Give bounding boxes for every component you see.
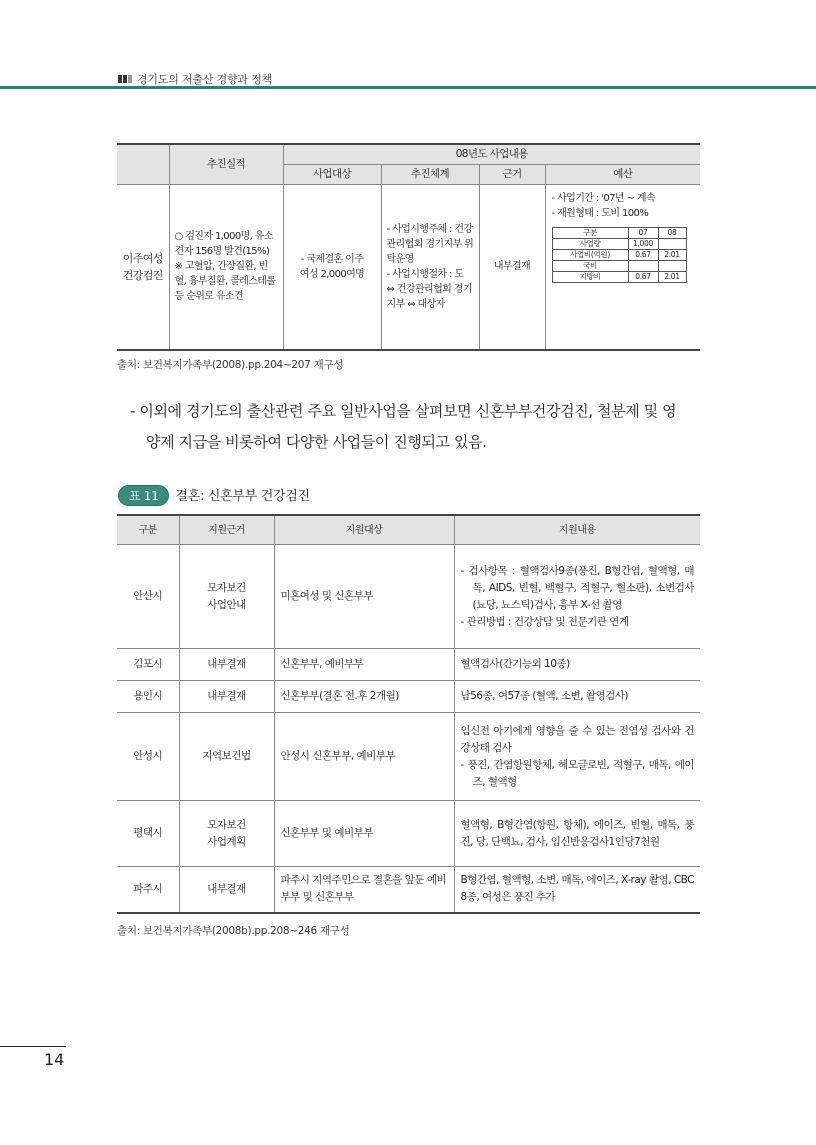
target-cell: 파주시 지역주민으로 결혼을 앞둔 예비부부 및 신혼부부 — [274, 867, 454, 913]
content-line: - 풍진, 간염항원항체, 헤모글로빈, 적혈구, 매독, 에이즈, 혈액형 — [460, 758, 694, 788]
header-region: 구분 — [117, 515, 179, 545]
basis-cell — [179, 801, 274, 867]
paragraph-line: - 이외에 경기도의 출산관련 주요 일반사업을 살펴보면 신혼부부건강검진, 철분제 및 영 — [130, 402, 677, 420]
page-number: 14 — [44, 1050, 65, 1069]
system-line: - 사업시행절차 : 도 ⇔ 건강관리협회 경기지부 ⇔ 대상자 — [386, 268, 472, 310]
mini-cell: 2.01 — [658, 272, 686, 283]
system-line: - 사업시행주체 : 건강관리협회 경기지부 위탁운영 — [386, 223, 474, 265]
header-content: 지원내용 — [454, 515, 700, 545]
header-achievement: 추진실적 — [169, 144, 283, 185]
mini-header: 08 — [658, 228, 686, 239]
region-cell: 김포시 — [117, 649, 179, 681]
region-cell: 안산시 — [117, 545, 179, 649]
mini-cell: 1,000 — [628, 239, 658, 250]
header-squares-icon — [118, 73, 133, 86]
source-note: 출처: 보건복지가족부(2008).pp.204~207 재구성 — [117, 359, 344, 371]
basis-line: 모자보건 — [207, 818, 246, 831]
basis-cell: 내부결재 — [179, 649, 274, 681]
basis-cell: 내부결재 — [179, 867, 274, 913]
running-header — [118, 71, 272, 87]
header-target: 지원대상 — [274, 515, 454, 545]
running-header-title: 경기도의 저출산 경향과 정책 — [137, 73, 273, 86]
mini-header: 구분 — [552, 228, 628, 239]
header-target: 사업대상 — [283, 165, 381, 185]
basis-line: 사업안내 — [207, 598, 246, 611]
region-cell: 안성시 — [117, 713, 179, 801]
mini-cell: 지방비 — [552, 272, 628, 283]
content-cell — [454, 545, 700, 649]
budget-line: - 재원형태 : 도비 100% — [551, 208, 649, 219]
content-cell — [454, 713, 700, 801]
content-cell: 혈액형, B형간염(항원, 항체), 에이즈, 빈혈, 매독, 풍진, 당, 단백뇨, 검사, 임신반응검사1인당7천원 — [454, 801, 700, 867]
table-row — [117, 801, 700, 867]
basis-cell: 내부결재 — [179, 681, 274, 713]
mini-cell — [658, 239, 686, 250]
header-blank — [117, 144, 169, 185]
category-cell — [117, 185, 169, 350]
category-line: 건강검진 — [122, 268, 163, 282]
basis-cell: 지역보건법 — [179, 713, 274, 801]
body-paragraph — [130, 396, 702, 458]
mini-cell — [658, 261, 686, 272]
target-cell: 미혼여성 및 신혼부부 — [274, 545, 454, 649]
target-line: 여성 2,000여명 — [299, 268, 365, 280]
table-row — [117, 649, 700, 681]
mini-cell: 0.67 — [628, 250, 658, 261]
basis-line: 사업계획 — [207, 835, 246, 848]
table-caption-title: 결혼: 신혼부부 건강검진 — [175, 489, 310, 504]
table-row — [117, 713, 700, 801]
budget-cell — [545, 185, 700, 350]
mini-cell — [628, 261, 658, 272]
paragraph-line: 양제 지급을 비롯하여 다양한 사업들이 진행되고 있음. — [146, 433, 487, 451]
mini-header: 07 — [628, 228, 658, 239]
header-2008-program: 08년도 사업내용 — [283, 144, 700, 165]
region-cell: 용인시 — [117, 681, 179, 713]
budget-mini-table — [552, 227, 687, 283]
table-caption — [118, 485, 310, 506]
basis-cell — [179, 545, 274, 649]
table-row — [117, 681, 700, 713]
program-table — [117, 143, 700, 351]
target-cell: 안성시 신혼부부, 예비부부 — [274, 713, 454, 801]
content-cell: B형간염, 혈액형, 소변, 매독, 에이즈, X-ray 촬영, CBC 8종, 여성은 풍진 추가 — [454, 867, 700, 913]
table-row — [117, 867, 700, 913]
header-basis: 근거 — [479, 165, 545, 185]
achievement-cell: ○ 검진자 1,000명, 유소견자 156명 발견(15%) ※ 고혈압, 간장질환, 빈혈, 흉부질환, 콜레스테롤 등 순위로 유소견 — [169, 185, 283, 350]
target-cell — [283, 185, 381, 350]
mini-cell: 사업량 — [552, 239, 628, 250]
content-cell: 혈액검사(간기능외 10종) — [454, 649, 700, 681]
basis-line: 모자보건 — [207, 581, 246, 594]
content-line: - 관리방법 : 건강상담 및 전문기관 연계 — [460, 615, 629, 628]
region-cell: 평택시 — [117, 801, 179, 867]
target-line: - 국제결혼 이주 — [300, 253, 364, 265]
header-basis: 지원근거 — [179, 515, 274, 545]
content-cell: 남56종, 여57종 (혈액, 소변, 촬영검사) — [454, 681, 700, 713]
target-cell: 신혼부부 및 예비부부 — [274, 801, 454, 867]
mini-cell: 국비 — [552, 261, 628, 272]
mini-cell: 2.01 — [658, 250, 686, 261]
footer-rule — [0, 1046, 66, 1047]
target-cell: 신혼부부(결혼 전.후 2개월) — [274, 681, 454, 713]
region-cell: 파주시 — [117, 867, 179, 913]
content-line: 임신전 아기에게 영향을 줄 수 있는 전염성 검사와 건강상태 검사 — [460, 724, 694, 754]
system-cell — [381, 185, 479, 350]
content-line: - 검사항목 : 혈액검사9종(풍진, B형간염, 혈액형, 매독, AIDS, 빈혈, 백혈구, 적혈구, 혈소판), 소변검사(뇨당, 뇨스틱)검사, 흉부 X-선 촬영 — [460, 564, 694, 611]
category-line: 이주여성 — [122, 251, 163, 265]
source-note: 출처: 보건복지가족부(2008b).pp.208~246 재구성 — [117, 925, 350, 937]
checkup-table — [117, 514, 700, 914]
table-row — [117, 545, 700, 649]
budget-line: - 사업기간 : '07년 ~ 계속 — [551, 193, 656, 204]
header-rule — [0, 86, 816, 89]
header-budget: 예산 — [545, 165, 700, 185]
target-cell: 신혼부부, 예비부부 — [274, 649, 454, 681]
mini-cell: 0.67 — [628, 272, 658, 283]
basis-cell: 내부결재 — [479, 185, 545, 350]
header-system: 추진체계 — [381, 165, 479, 185]
mini-cell: 사업비(억원) — [552, 250, 628, 261]
table-number-badge: 표 11 — [118, 485, 169, 506]
